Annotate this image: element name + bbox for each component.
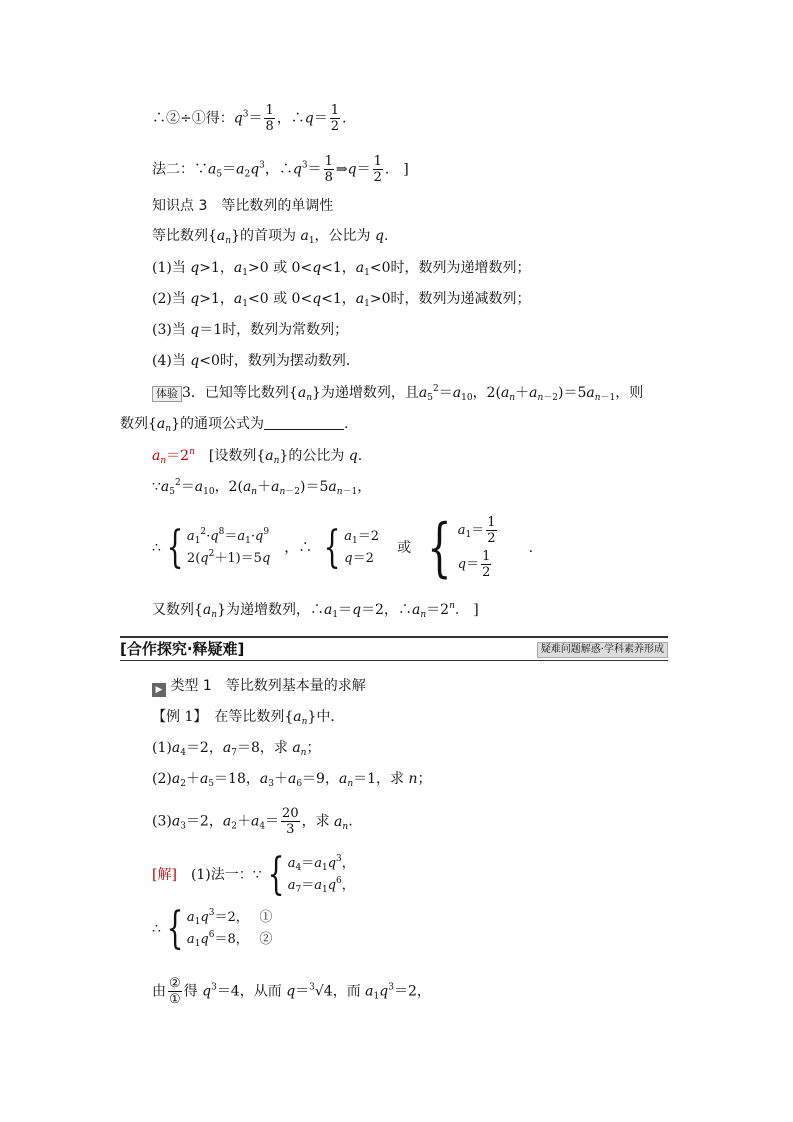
example-1-stem: 【例 1】 在等比数列$\{a_n\}$中． xyxy=(152,709,345,727)
trial-answer: $a_n=2^n$ [设数列$\{a_n\}$的公比为 q. xyxy=(152,447,363,466)
answer-blank xyxy=(264,415,344,430)
trial-question-line2: 数列$\{a_n\}$的通项公式为 . xyxy=(120,416,349,434)
trial-given: $\because a_5^2=a_{10}$，$2(a_n+a_{n-2})=5a_{n-1}$， xyxy=(152,478,372,497)
example-1-part3: $(3)a_3=2$，$a_2+a_4=$ $\frac{20}{3}$ ，求 $a_n$. xyxy=(152,806,353,837)
knowledge-point-3-title: 知识点 3 等比数列的单调性 xyxy=(152,198,334,214)
kp3-intro: 等比数列$\{a_n\}$的首项为 $a_1$，公比为 q. xyxy=(152,228,389,246)
trial-conclusion: 又数列$\{a_n\}$为递增数列，$\therefore a_1=q=2$，$\therefore a_n=2^n$. ] xyxy=(152,601,479,620)
section-header-band xyxy=(120,636,668,661)
play-triangle-icon: ▶ xyxy=(152,683,166,697)
solution-divide: 由 $\frac{\text{②}}{\text{①}}$ 得 $q^3=4$，从而 q＝$^3$√4，而 $a_1q^3=2$， xyxy=(152,976,431,1007)
solution-system: ∴ { $a_1q^3=2$， ① $a_1q^6=8$， ② xyxy=(152,903,273,954)
section-subtitle: 疑难问题解惑·学科素养形成 xyxy=(537,642,668,658)
example-1-part2: $(2)a_2+a_5=18$，$a_3+a_6=9$，$a_n=1$，求 n； xyxy=(152,771,432,789)
trial-tag: 体验 xyxy=(152,386,182,402)
kp3-item-4: (4)当 q<0时，数列为摆动数列． xyxy=(152,353,360,369)
trial-system: ∴ { $a_1^2\cdot q^8=a_1\cdot q^9$ $2(q^2+1)=5q$ ，∴ { $a_1=2$ q＝2 或 { $a_1=$ $\frac{1}{2}$ q＝ $\frac{1}{2}$ . xyxy=(152,511,534,585)
type1-title: ▶ 类型 1 等比数列基本量的求解 xyxy=(152,676,366,697)
line-ratio-result: ∴②÷①得：$q^3=$ $\frac{1}{8}$ ，∴q＝ $\frac{1}{2}$ . xyxy=(152,103,347,134)
section-title: [合作探究·释疑难] xyxy=(120,640,245,658)
trial-question-line1: 体验 3．已知等比数列$\{a_n\}$为递增数列，且$a_5^2=a_{10}$，$2(a_n+a_{n-2})=5a_{n-1}$，则 xyxy=(152,383,643,403)
line-method-two: 法二：$\because a_5=a_2q^3$，$\therefore q^3=$ $\frac{1}{8}$ ⇒q＝ $\frac{1}{2}$ . ] xyxy=(152,154,409,185)
example-1-part1: $(1)a_4=2$，$a_7=8$，求 $a_n$； xyxy=(152,740,321,758)
kp3-item-1: (1)当 q>1，$a_1>0$ 或 0<q<1，$a_1<0$时，数列为递增数列； xyxy=(152,260,531,278)
kp3-item-2: (2)当 q>1，$a_1<0$ 或 0<q<1，$a_1>0$时，数列为递减数列； xyxy=(152,291,531,309)
solution-start: [解] (1)法一： ∵ { $a_4=a_1q^3$， $a_7=a_1q^6$， xyxy=(152,849,355,900)
kp3-item-3: (3)当 q＝1时，数列为常数列； xyxy=(152,322,349,338)
